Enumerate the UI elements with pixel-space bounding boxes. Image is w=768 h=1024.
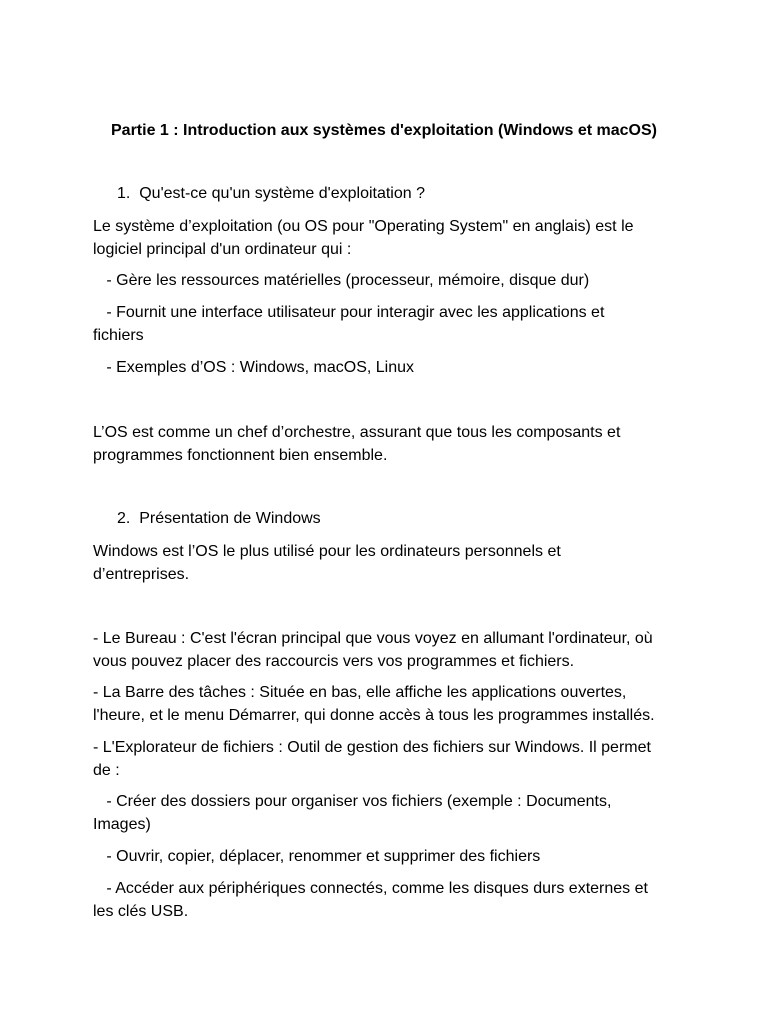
section-1-bullet-1: - Gère les ressources matérielles (processeur, mémoire, disque dur) xyxy=(93,272,590,289)
section-2-heading: 2. Présentation de Windows xyxy=(117,510,321,527)
explorateur-sub-3-line-1: - Accéder aux périphériques connectés, comme les disques durs externes et xyxy=(93,880,648,897)
bureau-line-2: vous pouvez placer des raccourcis vers vos programmes et fichiers. xyxy=(93,653,575,670)
explorateur-line-2: de : xyxy=(93,762,120,779)
section-1-analogy-line-2: programmes fonctionnent bien ensemble. xyxy=(93,447,388,464)
barre-taches-line-2: l'heure, et le menu Démarrer, qui donne accès à tous les programmes installés. xyxy=(93,707,655,724)
explorateur-sub-1-line-1: - Créer des dossiers pour organiser vos fichiers (exemple : Documents, xyxy=(93,793,612,810)
document-title: Partie 1 : Introduction aux systèmes d'exploitation (Windows et macOS) xyxy=(111,122,657,139)
section-1-analogy-line-1: L’OS est comme un chef d’orchestre, assurant que tous les composants et xyxy=(93,424,621,441)
section-1-bullet-2-line-1: - Fournit une interface utilisateur pour interagir avec les applications et xyxy=(93,304,605,321)
explorateur-sub-2: - Ouvrir, copier, déplacer, renommer et supprimer des fichiers xyxy=(93,848,541,865)
section-1-intro-line-2: logiciel principal d'un ordinateur qui : xyxy=(93,241,352,258)
section-1-heading: 1. Qu'est-ce qu'un système d'exploitation ? xyxy=(117,185,425,202)
section-2-intro-line-2: d’entreprises. xyxy=(93,566,190,583)
explorateur-sub-3-line-2: les clés USB. xyxy=(93,903,189,920)
explorateur-line-1: - L'Explorateur de fichiers : Outil de gestion des fichiers sur Windows. Il permet xyxy=(93,739,651,756)
barre-taches-line-1: - La Barre des tâches : Située en bas, elle affiche les applications ouvertes, xyxy=(93,684,627,701)
section-1-intro-line-1: Le système d’exploitation (ou OS pour "Operating System" en anglais) est le xyxy=(93,218,634,235)
section-1-bullet-2-line-2: fichiers xyxy=(93,327,144,344)
explorateur-sub-1-line-2: Images) xyxy=(93,816,151,833)
section-1-bullet-3: - Exemples d’OS : Windows, macOS, Linux xyxy=(93,359,414,376)
bureau-line-1: - Le Bureau : C'est l'écran principal que vous voyez en allumant l'ordinateur, où xyxy=(93,630,653,647)
section-2-intro-line-1: Windows est l’OS le plus utilisé pour les ordinateurs personnels et xyxy=(93,543,561,560)
